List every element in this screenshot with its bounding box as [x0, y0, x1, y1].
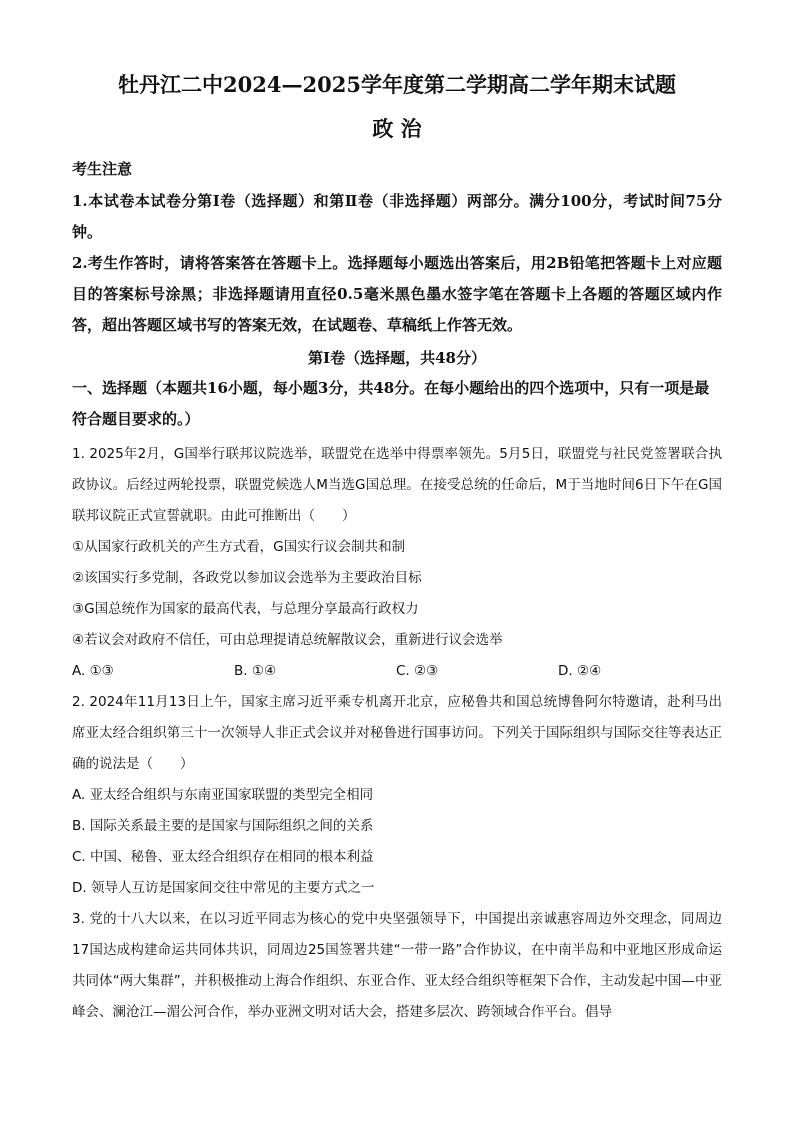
question-2-option-b: B. 国际关系最主要的是国家与国际组织之间的关系	[72, 818, 374, 834]
notice-item-2: 2.考生作答时，请将答案答在答题卡上。选择题每小题选出答案后，用2B铅笔把答题卡上对应题目的答案标号涂黑；非选择题请用直径0.5毫米黑色墨水签字笔在答题卡上各题的答题区域内作答，超出答题区域书写的答案无效，在试题卷、草稿纸上作答无效。	[72, 254, 722, 334]
option-d: D. ②④	[558, 663, 602, 679]
question-1-statement-3: ③G国总统作为国家的最高代表，与总理分享最高行政权力	[72, 601, 419, 617]
notice-heading: 考生注意	[72, 160, 133, 178]
notice-item-1: 1.本试卷本试卷分第Ⅰ卷（选择题）和第Ⅱ卷（非选择题）两部分。满分100分，考试时间75分钟。	[72, 192, 722, 241]
question-1-stem: 1. 2025年2月，G国举行联邦议院选举，联盟党在选举中得票率领先。5月5日，联盟党与社民党签署联合执政协议。后经过两轮投票，联盟党候选人M当选G国总理。在接受总统的任命后，M于当地时间6日下午在G国联邦议院正式宣誓就职。由此可推断出（ ）	[72, 446, 722, 524]
question-1-options	[72, 656, 722, 687]
option-a: A. ①③	[72, 663, 114, 679]
question-1-statement-1: ①从国家行政机关的产生方式看，G国实行议会制共和制	[72, 539, 406, 555]
question-2-option-c: C. 中国、秘鲁、亚太经合组织存在相同的根本利益	[72, 849, 374, 865]
part1-title: 第Ⅰ卷（选择题，共48分）	[308, 349, 486, 367]
question-3-stem: 3. 党的十八大以来，在以习近平同志为核心的党中央坚强领导下，中国提出亲诚惠容周边外交理念，同周边17国达成构建命运共同体共识，同周边25国签署共建“一带一路”合作协议，在中南半岛和中亚地区形成命运共同体“两大集群”，并积极推动上海合作组织、东亚合作、亚太经合组织等框架下合作，主动发起中国—中亚峰会、澜沧江—湄公河合作，举办亚洲文明对话大会，搭建多层次、跨领域合作平台。倡导	[72, 911, 722, 1020]
exam-title: 牡丹江二中2024—2025学年度第二学期高二学年期末试题	[118, 72, 676, 97]
option-c: C. ②③	[396, 663, 439, 679]
question-1-statement-4: ④若议会对政府不信任，可由总理提请总统解散议会，重新进行议会选举	[72, 632, 503, 648]
question-1-statement-2: ②该国实行多党制，各政党以参加议会选举为主要政治目标	[72, 570, 422, 586]
question-2-stem: 2. 2024年11月13日上午，国家主席习近平乘专机离开北京，应秘鲁共和国总统博鲁阿尔特邀请，赴利马出席亚太经合组织第三十一次领导人非正式会议并对秘鲁进行国事访问。下列关于国际组织与国际交往等表达正确的说法是（ ）	[72, 694, 722, 772]
question-2-option-a: A. 亚太经合组织与东南亚国家联盟的类型完全相同	[72, 787, 374, 803]
section-heading: 一、选择题（本题共16小题，每小题3分，共48分。在每小题给出的四个选项中，只有一项是最符合题目要求的。）	[72, 379, 710, 428]
option-b: B. ①④	[234, 663, 277, 679]
subject-title: 政 治	[372, 116, 422, 141]
question-2-option-d: D. 领导人互访是国家间交往中常见的主要方式之一	[72, 880, 375, 896]
